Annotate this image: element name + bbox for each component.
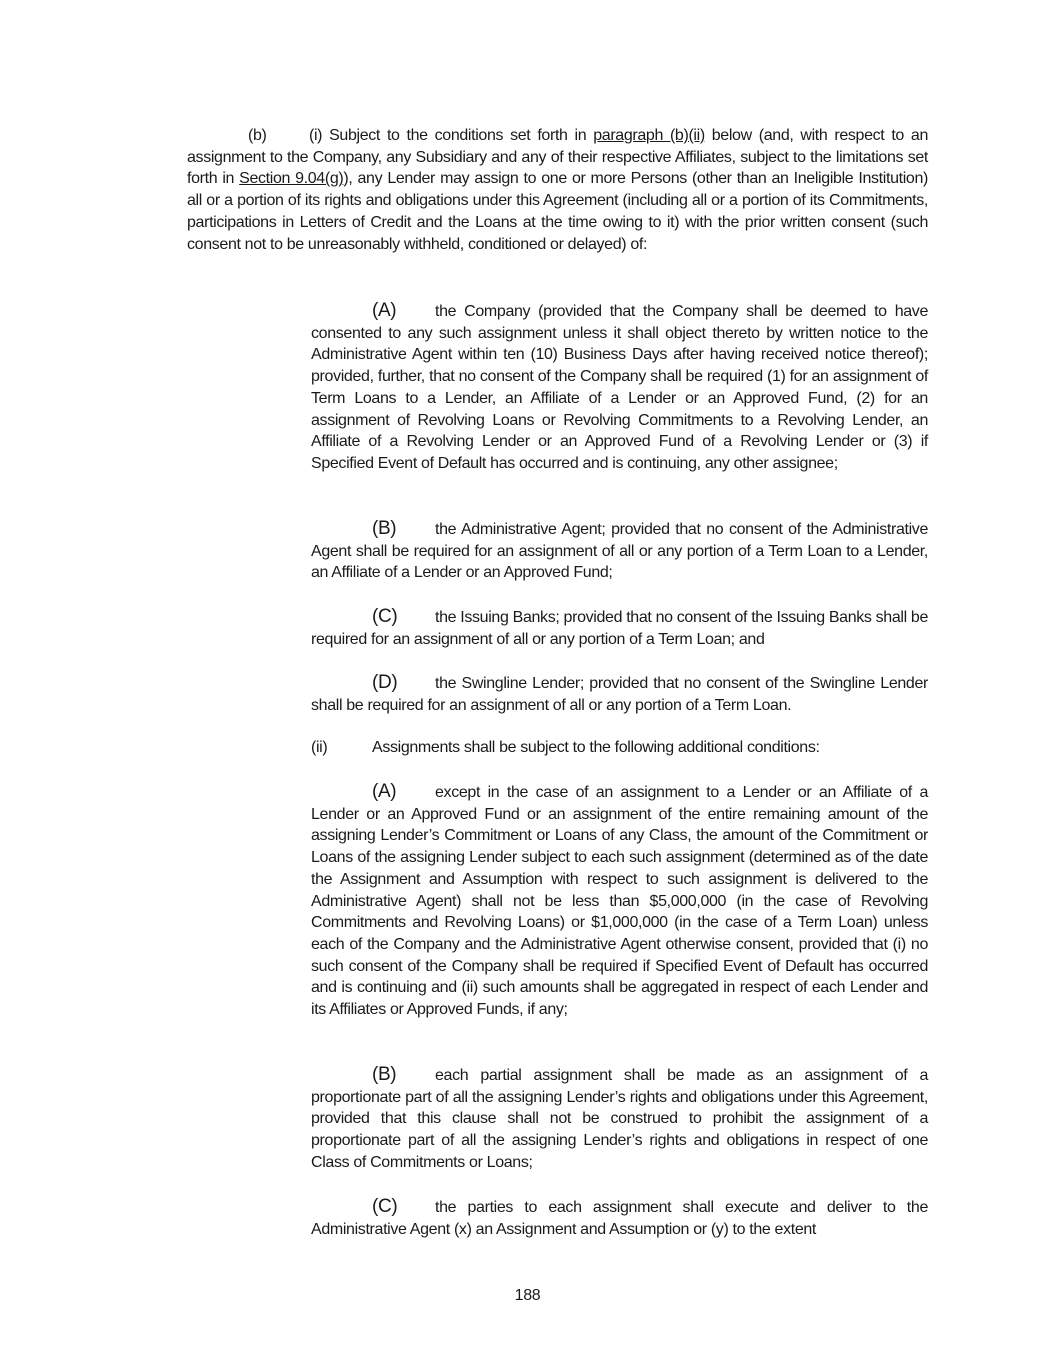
paragraph-b-text-3: ), any Lender may assign to one or more Persons (other than an Ineligible Institution) all or a portion of its rights and obligations under this Agreement (including all or a portion of its Commitments, participations in Letters of Credit and the Loans at the time owing to it) with the prior written consent (such consent not to be unreasonably withheld, conditioned or delayed) of: [187, 170, 928, 253]
page-number: 188 [514, 1287, 541, 1304]
consent-item-a [311, 300, 928, 475]
condition-item-letter: (A) [372, 781, 397, 802]
consent-item-text: the Company (provided that the Company shall be deemed to have consented to any such assignment unless it shall object thereto by written notice to the Administrative Agent within ten (10) Business Days after having received notice thereof); provided, further, that no consent of the Company shall be required (1) for an assignment of Term Loans to a Lender, an Affiliate of a Lender or an Approved Fund, (2) for an assignment of Revolving Loans or Revolving Commitments to a Revolving Lender, an Affiliate of a Revolving Lender or an Approved Fund of a Revolving Lender or (3) if Specified Event of Default has occurred and is continuing, any other assignee; [311, 303, 928, 472]
consent-item-d [311, 672, 928, 716]
condition-item-text: each partial assignment shall be made as an assignment of a proportionate part of all the assigning Lender’s rights and obligations under this Agreement, provided that this clause shall not be construed to prohibit the assignment of a proportionate part of all the assigning Lender’s rights and obligations in respect of one Class of Commitments or Loans; [311, 1067, 928, 1171]
consent-item-c [311, 606, 928, 650]
condition-item-text: the parties to each assignment shall execute and deliver to the Administrative Agent (x) an Assignment and Assumption or (y) to the extent [311, 1199, 928, 1238]
condition-item-letter: (C) [372, 1196, 398, 1217]
section-9-04-g-link[interactable]: Section 9.04(g) [239, 170, 344, 188]
condition-item-letter: (B) [372, 1064, 397, 1085]
paragraph-b [187, 125, 928, 255]
consent-item-text: the Swingline Lender; provided that no consent of the Swingline Lender shall be required for an assignment of all or any portion of a Term Loan. [311, 675, 928, 714]
paragraph-b-ii-link[interactable]: paragraph (b)(ii) [593, 127, 705, 144]
paragraph-ii-label: (ii) [311, 739, 328, 756]
condition-item-a [311, 781, 928, 1021]
paragraph-ii-text: Assignments shall be subject to the following additional conditions: [372, 739, 820, 756]
consent-item-letter: (C) [372, 606, 398, 627]
paragraph-ii [311, 737, 928, 759]
paragraph-b-text-2: below (and, with respect to an assignment to the Company, any Subsidiary and any of their respective Affiliates, subject to the limitations set forth in [187, 127, 928, 188]
consent-item-letter: (A) [372, 300, 397, 321]
consent-item-letter: (D) [372, 672, 398, 693]
paragraph-b-label: (b) [248, 127, 267, 144]
paragraph-b-text-1: (i) Subject to the conditions set forth in [309, 127, 594, 144]
condition-item-c [311, 1196, 928, 1240]
consent-item-b [311, 518, 928, 584]
consent-item-letter: (B) [372, 518, 397, 539]
condition-item-text: except in the case of an assignment to a Lender or an Affiliate of a Lender or an Approved Fund or an assignment of the entire remaining amount of the assigning Lender’s Commitment or Loans of any Class, the amount of the Commitment or Loans of the assigning Lender subject to each such assignment (determined as of the date the Assignment and Assumption with respect to such assignment is delivered to the Administrative Agent) shall not be less than $5,000,000 (in the case of Revolving Commitments and Revolving Loans) or $1,000,000 (in the case of a Term Loan) unless each of the Company and the Administrative Agent otherwise consent, provided that (i) no such consent of the Company shall be required if Specified Event of Default has occurred and is continuing and (ii) such amounts shall be aggregated in respect of each Lender and its Affiliates or Approved Funds, if any; [311, 784, 928, 1019]
consent-item-text: the Issuing Banks; provided that no consent of the Issuing Banks shall be required for an assignment of all or any portion of a Term Loan; and [311, 609, 928, 648]
condition-item-b [311, 1064, 928, 1174]
consent-item-text: the Administrative Agent; provided that no consent of the Administrative Agent shall be required for an assignment of all or any portion of a Term Loan to a Lender, an Affiliate of a Lender or an Approved Fund; [311, 521, 928, 582]
